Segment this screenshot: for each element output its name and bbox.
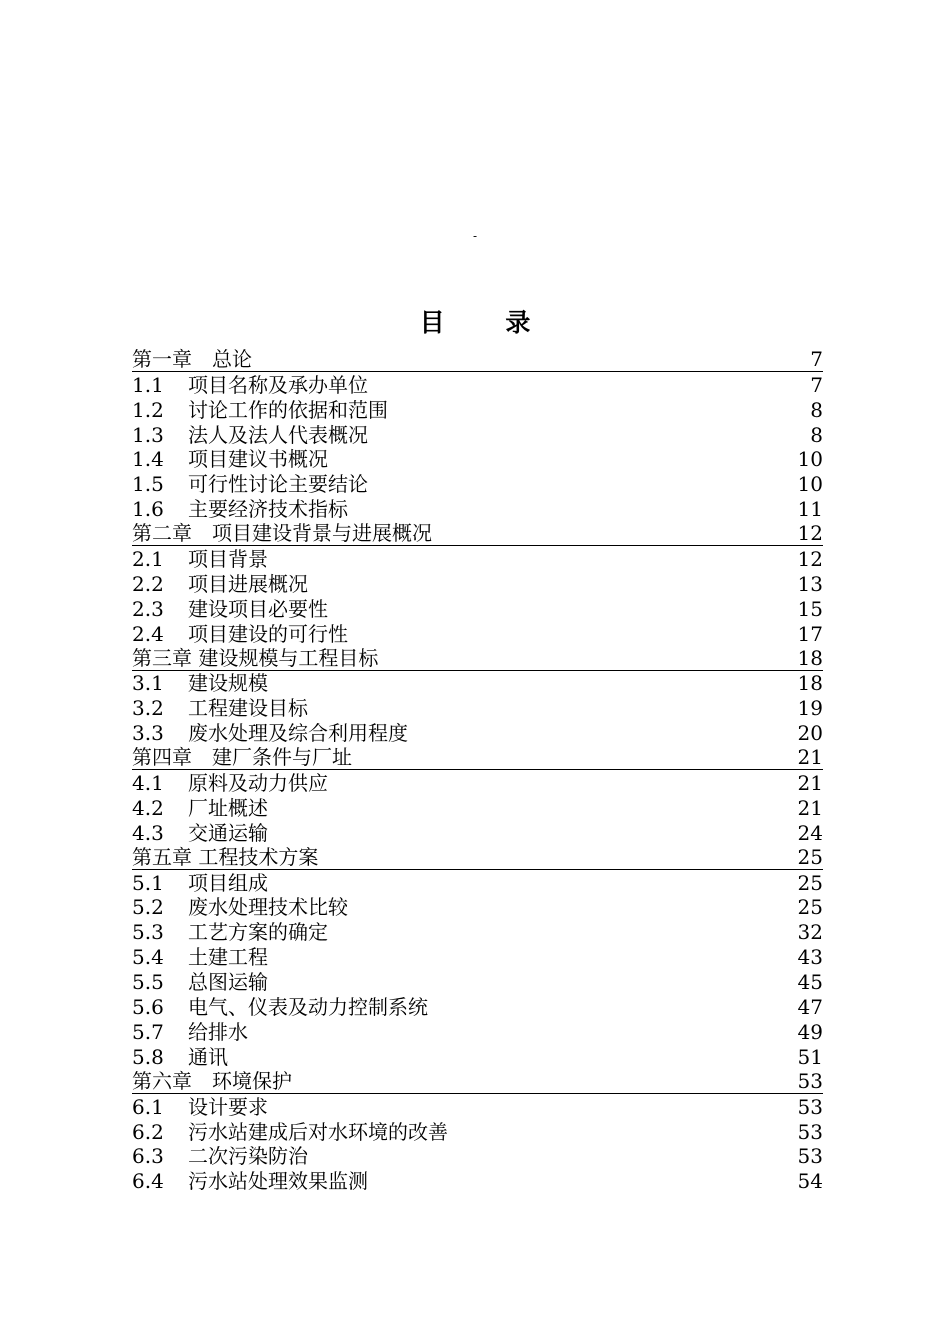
toc-page-number: 21 [797, 795, 823, 820]
toc-section-entry[interactable] [132, 571, 823, 596]
toc-section-number: 5.7 [132, 1019, 164, 1044]
toc-chapter-label: 第三章 建设规模与工程目标 [132, 645, 379, 670]
toc-section-entry[interactable] [132, 944, 823, 969]
toc-page-number: 10 [797, 447, 823, 472]
toc-page-number: 18 [797, 645, 823, 670]
toc-section-number: 1.1 [132, 372, 164, 397]
toc-page-number: 53 [797, 1144, 823, 1169]
toc-section-label: 原料及动力供应 [188, 771, 328, 796]
toc-section-number: 4.3 [132, 820, 164, 845]
toc-section-label: 污水站处理效果监测 [188, 1169, 368, 1194]
toc-section-number: 5.3 [132, 920, 164, 945]
toc-page-number: 25 [797, 895, 823, 920]
toc-section-entry[interactable] [132, 397, 823, 422]
toc-section-label: 二次污染防治 [188, 1144, 308, 1169]
toc-section-entry[interactable] [132, 695, 823, 720]
toc-page-number: 45 [797, 970, 823, 995]
toc-section-number: 5.6 [132, 995, 164, 1020]
toc-page-number: 32 [797, 920, 823, 945]
toc-section-number: 6.4 [132, 1169, 164, 1194]
toc-section-entry[interactable] [132, 471, 823, 496]
toc-section-entry[interactable] [132, 1119, 823, 1144]
toc-page-number: 20 [797, 721, 823, 746]
toc-page-number: 13 [797, 571, 823, 596]
toc-section-entry[interactable] [132, 720, 823, 745]
toc-page-number: 21 [797, 745, 823, 770]
toc-section-number: 6.1 [132, 1094, 164, 1119]
toc-section-label: 通讯 [188, 1044, 228, 1069]
toc-section-number: 5.5 [132, 970, 164, 995]
toc-page-number: 49 [797, 1019, 823, 1044]
header-mark: - [472, 229, 478, 243]
toc-section-number: 6.2 [132, 1119, 164, 1144]
toc-section-number: 1.3 [132, 422, 164, 447]
toc-section-number: 5.1 [132, 870, 164, 895]
toc-chapter-entry[interactable] [132, 521, 823, 546]
toc-section-entry[interactable] [132, 820, 823, 845]
toc-page-number: 12 [797, 547, 823, 572]
toc-section-label: 建设规模 [188, 671, 268, 696]
toc-page-number: 8 [810, 397, 823, 422]
toc-section-label: 项目建议书概况 [188, 447, 328, 472]
toc-section-label: 可行性讨论主要结论 [188, 472, 368, 497]
toc-page-number: 47 [797, 995, 823, 1020]
toc-section-entry[interactable] [132, 895, 823, 920]
toc-section-entry[interactable] [132, 621, 823, 646]
toc-section-entry[interactable] [132, 1019, 823, 1044]
toc-section-number: 1.2 [132, 397, 164, 422]
toc-page-number: 15 [797, 596, 823, 621]
toc-section-number: 5.8 [132, 1044, 164, 1069]
toc-section-label: 厂址概述 [188, 795, 268, 820]
toc-section-label: 法人及法人代表概况 [188, 422, 368, 447]
toc-title: 目 录 [419, 308, 557, 337]
toc-section-number: 4.2 [132, 795, 164, 820]
toc-page-number: 19 [797, 696, 823, 721]
toc-section-number: 2.3 [132, 596, 164, 621]
toc-section-label: 工艺方案的确定 [188, 920, 328, 945]
toc-section-entry[interactable] [132, 447, 823, 472]
toc-section-label: 主要经济技术指标 [188, 497, 348, 522]
toc-section-entry[interactable] [132, 496, 823, 521]
toc-page-number: 53 [797, 1094, 823, 1119]
toc-section-number: 1.4 [132, 447, 164, 472]
toc-section-number: 6.3 [132, 1144, 164, 1169]
toc-chapter-entry[interactable] [132, 347, 823, 372]
toc-chapter-label: 第六章 环境保护 [132, 1068, 292, 1093]
toc-section-label: 废水处理及综合利用程度 [188, 721, 408, 746]
toc-page-number: 54 [797, 1169, 823, 1194]
toc-section-entry[interactable] [132, 1044, 823, 1069]
toc-section-label: 污水站建成后对水环境的改善 [188, 1119, 448, 1144]
toc-section-entry[interactable] [132, 919, 823, 944]
toc-section-entry[interactable] [132, 546, 823, 571]
toc-page-number: 10 [797, 472, 823, 497]
toc-section-entry[interactable] [132, 422, 823, 447]
toc-section-number: 2.4 [132, 621, 164, 646]
toc-chapter-label: 第四章 建厂条件与厂址 [132, 745, 352, 770]
toc-chapter-entry[interactable] [132, 1069, 823, 1094]
toc-section-label: 设计要求 [188, 1094, 268, 1119]
toc-section-label: 讨论工作的依据和范围 [188, 397, 388, 422]
toc-section-entry[interactable] [132, 372, 823, 397]
toc-section-number: 1.5 [132, 472, 164, 497]
toc-section-number: 3.2 [132, 696, 164, 721]
toc-section-label: 项目名称及承办单位 [188, 372, 368, 397]
toc-page-number: 43 [797, 945, 823, 970]
toc-section-label: 土建工程 [188, 945, 268, 970]
toc-section-entry[interactable] [132, 969, 823, 994]
toc-section-number: 3.1 [132, 671, 164, 696]
toc-section-label: 废水处理技术比较 [188, 895, 348, 920]
toc-section-label: 交通运输 [188, 820, 268, 845]
toc-page-number: 8 [810, 422, 823, 447]
toc-page-number: 53 [797, 1119, 823, 1144]
toc-page-number: 7 [810, 346, 823, 371]
toc-chapter-label: 第五章 工程技术方案 [132, 844, 319, 869]
toc-chapter-entry[interactable] [132, 646, 823, 671]
toc-page-number: 7 [810, 372, 823, 397]
toc-page-number: 21 [797, 771, 823, 796]
toc-chapter-label: 第一章 总论 [132, 346, 252, 371]
toc-section-label: 项目建设的可行性 [188, 621, 348, 646]
toc-page-number: 17 [797, 621, 823, 646]
toc-page-number: 51 [797, 1044, 823, 1069]
toc-chapter-entry[interactable] [132, 745, 823, 770]
toc-section-number: 1.6 [132, 497, 164, 522]
toc-chapter-entry[interactable] [132, 845, 823, 870]
toc-section-label: 项目组成 [188, 870, 268, 895]
toc-page-number: 18 [797, 671, 823, 696]
toc-section-entry[interactable] [132, 770, 823, 795]
toc-page-number: 25 [797, 870, 823, 895]
toc-section-number: 2.2 [132, 571, 164, 596]
toc-section-number: 3.3 [132, 721, 164, 746]
toc-section-number: 4.1 [132, 771, 164, 796]
table-of-contents [132, 347, 823, 1193]
toc-section-entry[interactable] [132, 1168, 823, 1193]
toc-section-number: 5.4 [132, 945, 164, 970]
toc-page-number: 11 [797, 497, 823, 522]
toc-section-entry[interactable] [132, 994, 823, 1019]
toc-section-entry[interactable] [132, 1144, 823, 1169]
toc-section-label: 工程建设目标 [188, 696, 308, 721]
toc-page-number: 53 [797, 1068, 823, 1093]
toc-page-number: 24 [797, 820, 823, 845]
toc-section-entry[interactable] [132, 795, 823, 820]
toc-page-number: 12 [797, 521, 823, 546]
toc-section-label: 建设项目必要性 [188, 596, 328, 621]
toc-section-number: 2.1 [132, 547, 164, 572]
toc-section-entry[interactable] [132, 1094, 823, 1119]
toc-section-label: 项目进展概况 [188, 571, 308, 596]
toc-section-number: 5.2 [132, 895, 164, 920]
toc-section-label: 给排水 [188, 1019, 248, 1044]
toc-section-entry[interactable] [132, 870, 823, 895]
toc-section-label: 项目背景 [188, 547, 268, 572]
toc-section-entry[interactable] [132, 596, 823, 621]
toc-chapter-label: 第二章 项目建设背景与进展概况 [132, 521, 432, 546]
toc-section-label: 总图运输 [188, 970, 268, 995]
toc-section-entry[interactable] [132, 671, 823, 696]
toc-page-number: 25 [797, 844, 823, 869]
toc-section-label: 电气、仪表及动力控制系统 [188, 995, 428, 1020]
